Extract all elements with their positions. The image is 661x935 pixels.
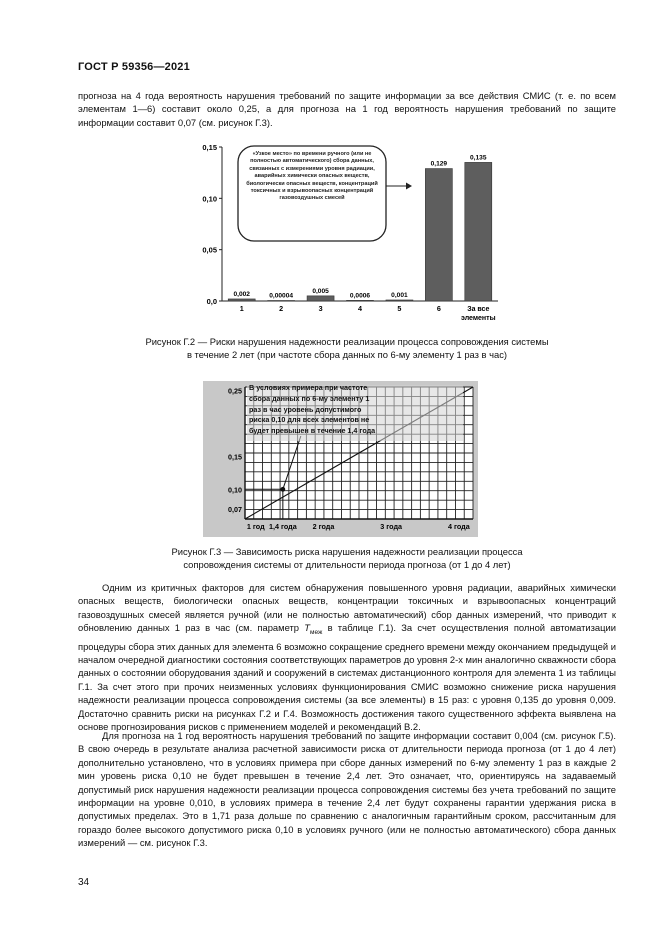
annotation-arrowhead bbox=[406, 183, 412, 190]
bar-value-label: 0,00004 bbox=[269, 292, 294, 300]
y-tick-label: 0,07 bbox=[228, 505, 242, 515]
y-tick-label: 0,10 bbox=[228, 485, 242, 495]
intro-paragraph: прогноза на 4 года вероятность нарушения требований по защите информации за все действия СМИС (т. е. по всем элементам 1—6) составит около 0,25, а для прогноза на 1 год вероятность нарушения требований по защите информации составит 0,07 (см. рисунок Г.3). bbox=[78, 90, 616, 128]
y-tick-label: 0,0 bbox=[206, 297, 217, 306]
page-number: 34 bbox=[78, 877, 90, 888]
x-tick-label: 1,4 года bbox=[268, 522, 297, 531]
x-tick-label: За все элементы bbox=[461, 306, 496, 322]
bar-value-label: 0,0006 bbox=[349, 292, 371, 300]
bar-value-label: 0,001 bbox=[391, 291, 408, 299]
bar-value-label: 0,002 bbox=[233, 290, 250, 298]
bar bbox=[386, 300, 413, 301]
y-tick-label: 0,15 bbox=[228, 452, 242, 462]
threshold-point bbox=[280, 487, 285, 492]
x-tick-label: 4 года bbox=[447, 522, 470, 531]
y-tick-label: 0,15 bbox=[202, 143, 217, 152]
bar bbox=[307, 296, 334, 301]
bar-value-label: 0,135 bbox=[470, 154, 487, 162]
bar-value-label: 0,005 bbox=[312, 287, 329, 295]
body-paragraph-1: Одним из критичных факторов для систем обнаружения повышенного уровня радиации, аварийных химически опасных веществ, биологически опасных веществ, концентрации токсичных и взрывоопасных концентраций газовоздушных смесей является ручной (или не полностью автоматический) сбор данных измерений, что приводит к обновлению данных 1 раз в час (см. параметр $T_{меж}$ в таблице Г.1). За счет осуществления полной автоматизации процедуры сбора этих данных для элемента 6 возможно сокращение среднего времени между окончанием предыдущей и началом очередной диагностики состояния соответствующих параметров до уровня 2-х мин аналогично скважности сбора данных о состоянии оборудования зданий и сооружений в системах дистанционного контроля для элемента 1 из таблицы Г.1. За счет этого при прочих неизменных условиях функционирования СМИС возможно снижение риска нарушения надежности реализации процесса сопровождения системы (за все элементы) в 15 раз: с уровня 0,135 до уровня 0,009. Достаточно сравнить риски на рисунках Г.2 и Г.4. Возможность достижения такого существенного эффекта выявлена на основе прогнозирования рисков с применением моделей и рекомендаций В.2. bbox=[78, 582, 616, 732]
bar bbox=[347, 300, 374, 301]
figure-g2-caption: Рисунок Г.2 — Риски нарушения надежности реализации процесса сопровождения системы в течение 2 лет (при частоте сбора данных по 6-му элементу 1 раз в час) bbox=[145, 336, 549, 360]
x-tick-label: 1 год bbox=[246, 522, 265, 531]
line-annotation-text: В условиях примера при частоте сбора данных по 6-му элементу 1 раз в час уровень допустимого риска 0,10 для всех элементов не будет превышен в течение 1,4 года bbox=[249, 383, 376, 436]
x-tick-label: 2 года bbox=[312, 522, 335, 531]
bar bbox=[425, 169, 452, 301]
x-tick-label: 5 bbox=[397, 304, 402, 313]
x-tick-label: 3 года bbox=[380, 522, 403, 531]
y-tick-label: 0,25 bbox=[228, 386, 242, 396]
body-paragraph-2: Для прогноза на 1 год вероятность нарушения требований по защите информации составит 0,004 (см. рисунок Г.5). В свою очередь в результате анализа расчетной зависимости риска от длительности периода прогноза (от 1 до 4 лет) дополнительно установлено, что в условиях примера при сборе данных измерений по 6-му элементу 1 раз в каждые 2 мин уровень риска 0,10 не будет превышен в течение 2,4 лет. Это означает, что, ориентируясь на задаваемый допустимый риск нарушения надежности реализации процесса сопровождения системы без учета требований по защите информации на уровне 0,010, в условиях примера в течение 2,4 лет будут сохранены гарантии удержания риска в допустимых пределах. Это в 1,71 раза дольше по сравнению с аналогичным гарантийным сроком, рассчитанным для гораздо более высокого допустимого риска 0,10 в условиях ручного (или не полностью автоматического) сбора данных измерений — см. рисунок Г.3. bbox=[78, 730, 616, 849]
bar-chart-g2 bbox=[190, 138, 510, 333]
document-header: ГОСТ Р 59356—2021 bbox=[78, 61, 190, 73]
figure-g3-caption: Рисунок Г.3 — Зависимость риска нарушения надежности реализации процесса сопровождения системы от длительности периода прогноза (от 1 до 4 лет) bbox=[171, 546, 523, 570]
bar bbox=[465, 162, 492, 301]
bar bbox=[228, 299, 255, 301]
y-tick-label: 0,10 bbox=[202, 194, 217, 204]
bar-value-label: 0,129 bbox=[430, 160, 448, 168]
x-tick-label: 3 bbox=[318, 304, 323, 313]
x-tick-label: 1 bbox=[239, 304, 244, 313]
bar bbox=[268, 301, 295, 302]
y-tick-label: 0,05 bbox=[202, 245, 217, 255]
x-tick-label: 2 bbox=[279, 304, 284, 313]
x-tick-label: 6 bbox=[436, 304, 441, 313]
annotation-text: «Узкое место» по времени ручного (или не полностью автоматического) сбора данных, связанных с измерениями уровня радиации, аварийных химически опасных веществ, биологически опасных веществ, концентраций токсичных и взрывоопасных концентраций газовоздушных смесей bbox=[246, 151, 378, 202]
line-chart-g3 bbox=[203, 381, 478, 537]
x-tick-label: 4 bbox=[358, 304, 362, 313]
